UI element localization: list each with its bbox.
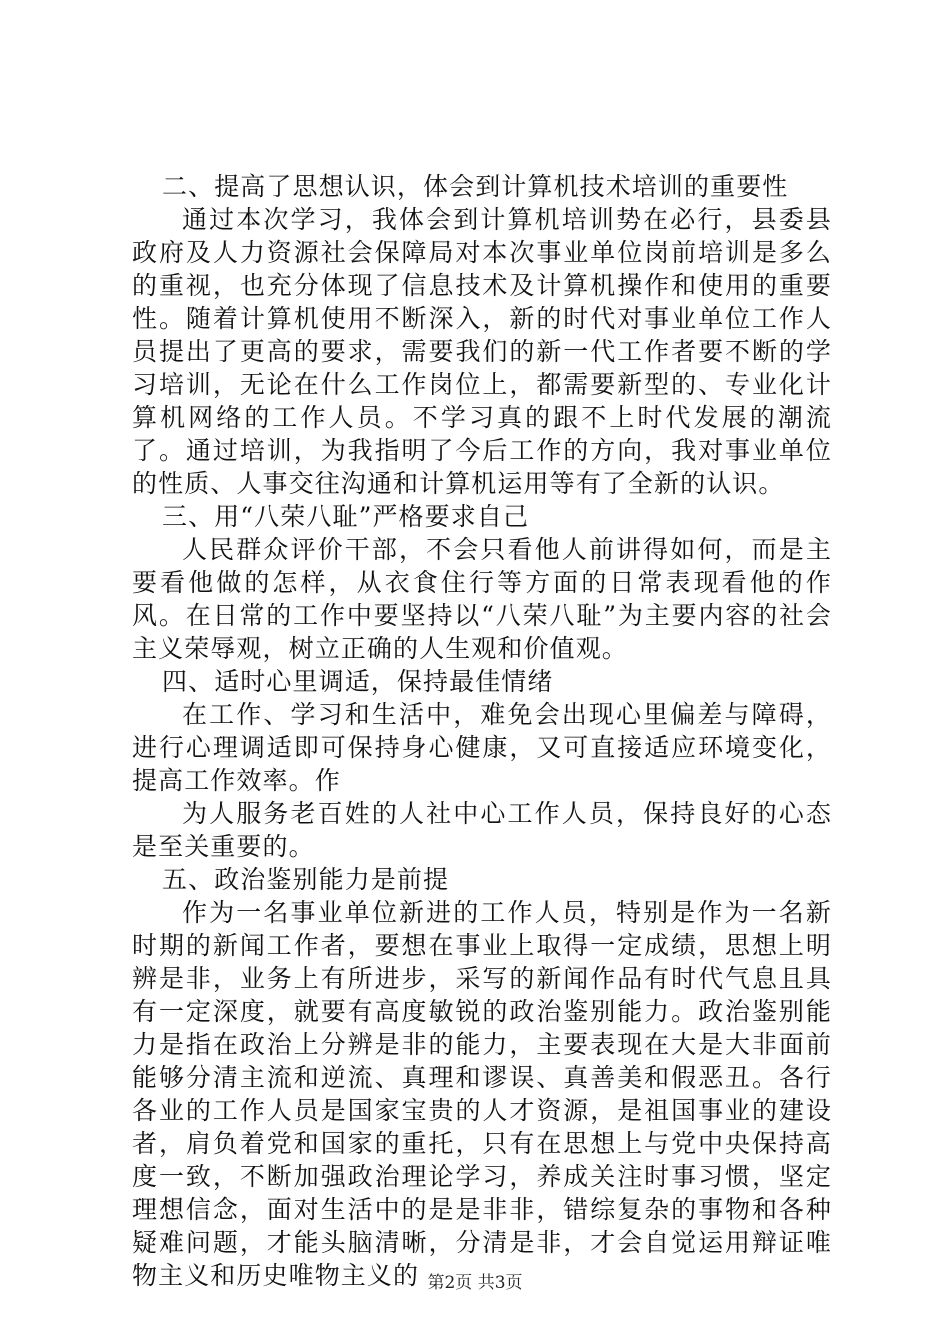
paragraph-political-judgement: 作为一名事业单位新进的工作人员，特别是作为一名新时期的新闻工作者，要想在事业上取得一定成绩，思想上明辨是非，业务上有所进步，采写的新闻作品有时代气息且具有一定深度，就要有高度敏锐的政治鉴别能力。政治鉴别能力是指在政治上分辨是非的能力，主要表现在大是大非面前能够分清主流和逆流、真理和谬误、真善美和假恶丑。各行各业的工作人员是国家宝贵的人才资源，是祖国事业的建设者，肩负着党和国家的重托，只有在思想上与党中央保持高度一致，不断加强政治理论学习，养成关注时事习惯，坚定理想信念，面对生活中的是是非非，错综复杂的事物和各种疑难问题，才能头脑清晰，分清是非，才会自觉运用辩证唯物主义和历史唯物主义的	[132, 898, 832, 1290]
document-body	[132, 170, 832, 1292]
paragraph-honor-shame: 人民群众评价干部，不会只看他人前讲得如何，而是主要看他做的怎样，从衣食住行等方面的日常表现看他的作风。在日常的工作中要坚持以“八荣八耻”为主要内容的社会主义荣辱观，树立正确的人生观和价值观。	[132, 535, 832, 663]
section-heading-3: 三、用“八荣八耻”严格要求自己	[162, 502, 530, 531]
section-heading-5: 五、政治鉴别能力是前提	[162, 865, 450, 894]
section-heading-2: 二、提高了思想认识，体会到计算机技术培训的重要性	[162, 172, 789, 201]
paragraph-mental-adjustment: 在工作、学习和生活中，难免会出现心里偏差与障碍，进行心理调适即可保持身心健康，又可直接适应环境变化，提高工作效率。作	[132, 700, 832, 795]
paragraph-training-importance: 通过本次学习，我体会到计算机培训势在必行，县委县政府及人力资源社会保障局对本次事业单位岗前培训是多么的重视，也充分体现了信息技术及计算机操作和使用的重要性。随着计算机使用不断深入，新的时代对事业单位工作人员提出了更高的要求，需要我们的新一代工作者要不断的学习培训，无论在什么工作岗位上，都需要新型的、专业化计算机网络的工作人员。不学习真的跟不上时代发展的潮流了。通过培训，为我指明了今后工作的方向，我对事业单位的性质、人事交往沟通和计算机运用等有了全新的认识。	[132, 205, 832, 498]
section-heading-4: 四、适时心里调适，保持最佳情绪	[162, 667, 554, 696]
paragraph-good-attitude: 为人服务老百姓的人社中心工作人员，保持良好的心态是至关重要的。	[132, 799, 832, 861]
page-footer: 第2页 共3页	[427, 1273, 523, 1293]
